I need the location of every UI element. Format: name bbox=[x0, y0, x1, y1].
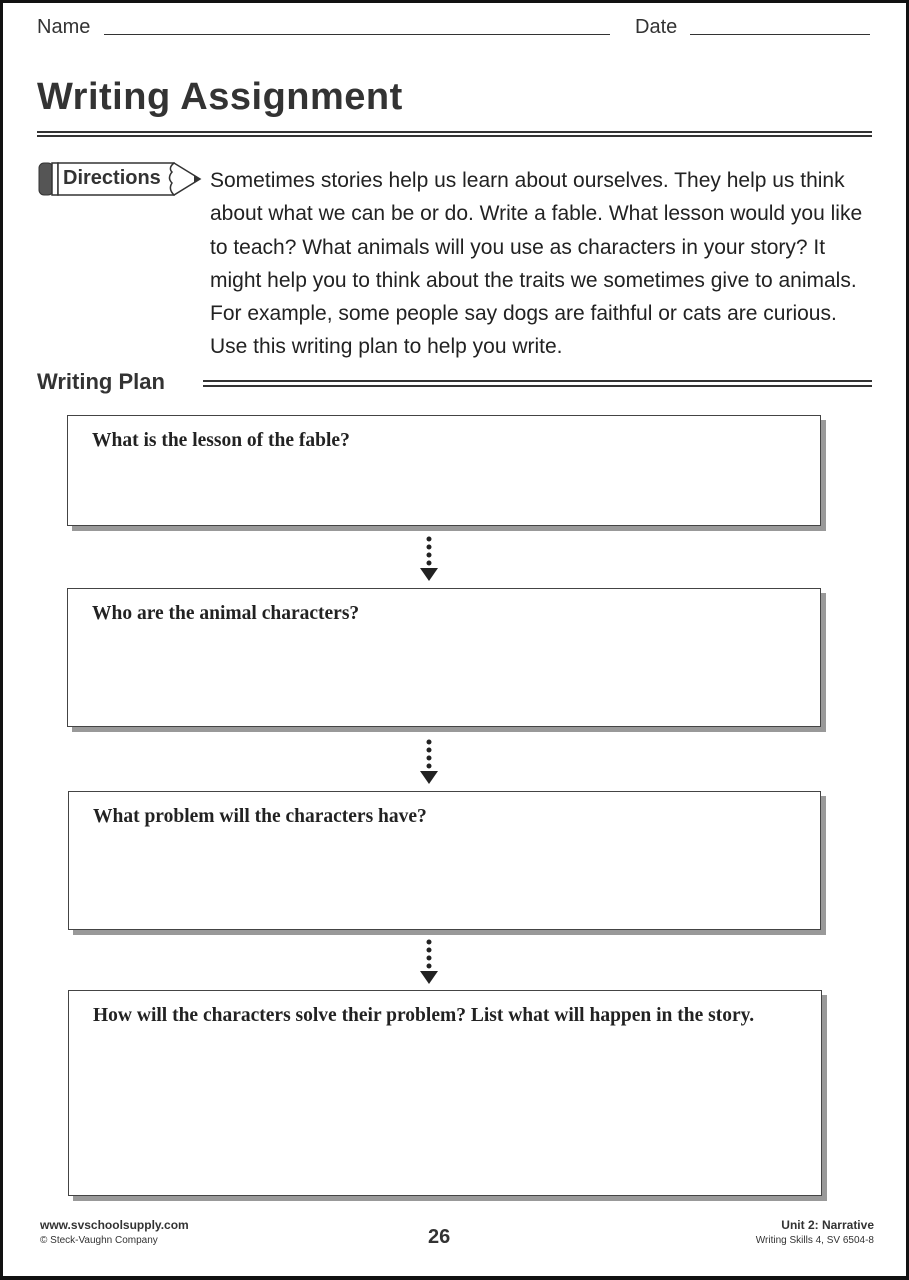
writing-plan-rule bbox=[203, 380, 872, 387]
plan-box-solution[interactable] bbox=[68, 990, 822, 1196]
name-field-line[interactable] bbox=[104, 34, 610, 35]
plan-prompt: What is the lesson of the fable? bbox=[92, 430, 350, 451]
plan-prompt: What problem will the characters have? bbox=[93, 806, 427, 827]
down-arrow-icon bbox=[419, 938, 439, 986]
plan-box-lesson[interactable] bbox=[67, 415, 821, 526]
page-title: Writing Assignment bbox=[37, 76, 403, 118]
down-arrow-icon bbox=[419, 738, 439, 786]
footer-unit: Unit 2: Narrative bbox=[781, 1218, 874, 1232]
directions-pencil-icon bbox=[38, 160, 203, 198]
down-arrow-icon bbox=[419, 535, 439, 583]
title-rule bbox=[37, 131, 872, 137]
date-label: Date bbox=[635, 16, 678, 38]
footer-copyright: © Steck-Vaughn Company bbox=[40, 1235, 158, 1246]
plan-prompt: Who are the animal characters? bbox=[92, 603, 360, 624]
plan-box-characters[interactable] bbox=[67, 588, 821, 727]
plan-box-problem[interactable] bbox=[68, 791, 821, 930]
name-label: Name bbox=[37, 16, 91, 38]
footer-website: www.svschoolsupply.com bbox=[40, 1218, 189, 1232]
date-field-line[interactable] bbox=[690, 34, 870, 35]
directions-text: Sometimes stories help us learn about ourselves. They help us think about what we can be or do. Write a fable. What lesson would you like to teach? What animals will you use as characters in your story? It might help you to think about the traits we sometimes give to animals. For example, some people say dogs are faithful or cats are curious. Use this writing plan to help you write. bbox=[210, 169, 863, 359]
plan-prompt: How will the characters solve their problem? List what will happen in the story. bbox=[93, 1005, 755, 1026]
footer-book: Writing Skills 4, SV 6504-8 bbox=[755, 1235, 874, 1246]
writing-plan-heading: Writing Plan bbox=[37, 369, 165, 394]
page-number: 26 bbox=[428, 1226, 451, 1248]
directions-label: Directions bbox=[63, 167, 161, 189]
